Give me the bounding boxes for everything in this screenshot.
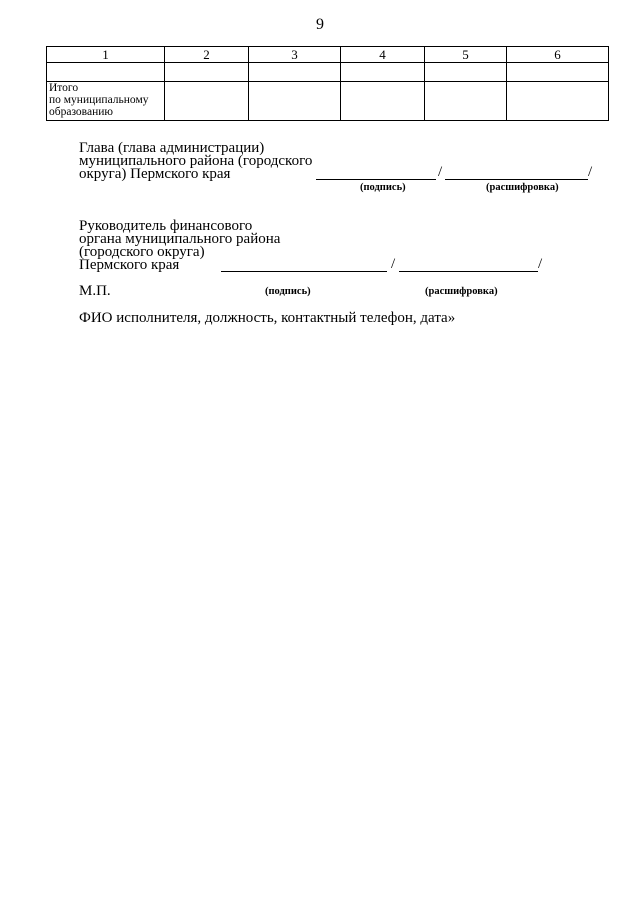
head-slash-end: / <box>588 164 593 180</box>
finance-signature-caption: (подпись) <box>265 286 311 297</box>
stamp-label: М.П. <box>79 283 111 299</box>
column-header: 6 <box>507 47 609 63</box>
head-signature-line <box>316 179 436 180</box>
head-title: Глава (глава администрации) муниципального района (городского округа) Пермского края <box>79 140 313 182</box>
table-cell <box>425 82 507 121</box>
head-decoding-caption: (расшифровка) <box>486 182 559 193</box>
finance-signature-line <box>221 271 387 272</box>
page-number: 9 <box>316 16 324 33</box>
report-table <box>46 46 609 121</box>
finance-title: Руководитель финансового органа муниципального района (городского округа) Пермского края <box>79 218 281 273</box>
head-signature-caption: (подпись) <box>360 182 406 193</box>
column-header: 3 <box>249 47 341 63</box>
table-cell <box>425 63 507 82</box>
table-row <box>47 63 609 82</box>
finance-decoding-caption: (расшифровка) <box>425 286 498 297</box>
table-cell <box>507 63 609 82</box>
head-decoding-line <box>445 179 588 180</box>
table-cell <box>165 82 249 121</box>
table-cell <box>341 82 425 121</box>
column-header: 5 <box>425 47 507 63</box>
total-row <box>47 82 609 121</box>
column-header: 4 <box>341 47 425 63</box>
finance-slash: / <box>391 256 396 272</box>
table-cell <box>249 82 341 121</box>
executor-line: ФИО исполнителя, должность, контактный телефон, дата» <box>79 310 456 326</box>
finance-slash-end: / <box>538 256 543 272</box>
column-header: 2 <box>165 47 249 63</box>
table-cell <box>47 63 165 82</box>
table-header-row <box>47 47 609 63</box>
finance-decoding-line <box>399 271 538 272</box>
table-cell <box>341 63 425 82</box>
table-cell <box>507 82 609 121</box>
table-cell <box>165 63 249 82</box>
total-label: Итого по муниципальному образованию <box>47 82 165 121</box>
head-slash: / <box>438 164 443 180</box>
table-cell <box>249 63 341 82</box>
column-header: 1 <box>47 47 165 63</box>
